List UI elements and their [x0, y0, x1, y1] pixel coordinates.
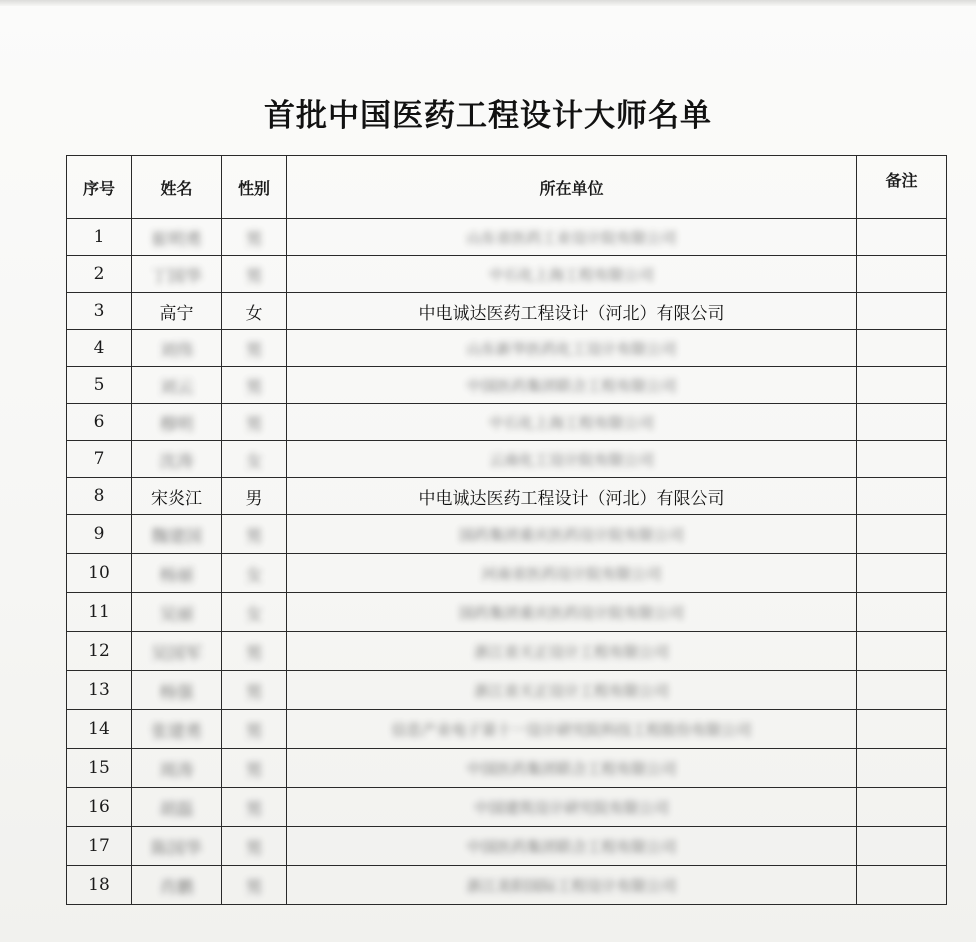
table-row: [67, 788, 947, 827]
header-unit: 所在单位: [287, 156, 857, 219]
row-number-cell: 10: [67, 554, 132, 593]
row-number-cell: 4: [67, 330, 132, 367]
table-row: [67, 293, 947, 330]
row-remarks-cell: [857, 554, 947, 593]
table-row: [67, 478, 947, 515]
row-name-cell: 吴丽: [132, 593, 222, 632]
row-unit-cell: 中国建筑设计研究院有限公司: [287, 788, 857, 827]
row-gender-cell: 女: [222, 293, 287, 330]
row-number-cell: 3: [67, 293, 132, 330]
row-name-cell: 刘云: [132, 367, 222, 404]
table-row: [67, 515, 947, 554]
row-remarks-cell: [857, 256, 947, 293]
table-row: [67, 367, 947, 404]
row-remarks-cell: [857, 671, 947, 710]
row-unit-cell: 浙江省天正设计工程有限公司: [287, 632, 857, 671]
row-name-cell: 杨丽: [132, 554, 222, 593]
row-unit-cell: 中国医药集团联合工程有限公司: [287, 827, 857, 866]
row-remarks-cell: [857, 478, 947, 515]
roster-table: [66, 155, 947, 905]
row-remarks-cell: [857, 515, 947, 554]
table-row: [67, 866, 947, 905]
table-row: [67, 632, 947, 671]
row-number-cell: 9: [67, 515, 132, 554]
row-name-cell: 魏建国: [132, 515, 222, 554]
row-unit-cell: 中国医药集团联合工程有限公司: [287, 367, 857, 404]
row-unit-cell: 浙江省天正设计工程有限公司: [287, 671, 857, 710]
row-gender-cell: 女: [222, 441, 287, 478]
row-remarks-cell: [857, 404, 947, 441]
row-name-cell: 周涛: [132, 749, 222, 788]
table-body: [67, 219, 947, 905]
table-row: [67, 554, 947, 593]
table-row: [67, 671, 947, 710]
row-unit-cell: 中电诚达医药工程设计（河北）有限公司: [287, 478, 857, 515]
row-name-cell: 沈涛: [132, 441, 222, 478]
row-name-cell: 张建勇: [132, 710, 222, 749]
header-name: 姓名: [132, 156, 222, 219]
row-unit-cell: 河南省医药设计院有限公司: [287, 554, 857, 593]
row-remarks-cell: [857, 367, 947, 404]
row-gender-cell: 男: [222, 367, 287, 404]
row-gender-cell: 男: [222, 330, 287, 367]
row-unit-cell: 中国医药集团联合工程有限公司: [287, 749, 857, 788]
row-number-cell: 7: [67, 441, 132, 478]
row-remarks-cell: [857, 788, 947, 827]
row-gender-cell: 男: [222, 219, 287, 256]
row-remarks-cell: [857, 293, 947, 330]
header-gender: 性别: [222, 156, 287, 219]
row-number-cell: 12: [67, 632, 132, 671]
row-number-cell: 16: [67, 788, 132, 827]
table-row: [67, 256, 947, 293]
row-name-cell: 杨强: [132, 671, 222, 710]
row-gender-cell: 男: [222, 404, 287, 441]
row-name-cell: 刘伟: [132, 330, 222, 367]
row-unit-cell: 中石化上海工程有限公司: [287, 256, 857, 293]
page-title: 首批中国医药工程设计大师名单: [264, 98, 712, 134]
row-number-cell: 2: [67, 256, 132, 293]
row-number-cell: 13: [67, 671, 132, 710]
row-gender-cell: 女: [222, 593, 287, 632]
row-gender-cell: 男: [222, 632, 287, 671]
row-unit-cell: 山东省医药工业设计院有限公司: [287, 219, 857, 256]
row-remarks-cell: [857, 710, 947, 749]
row-unit-cell: 国药集团重庆医药设计院有限公司: [287, 593, 857, 632]
header-no: 序号: [67, 156, 132, 219]
row-number-cell: 11: [67, 593, 132, 632]
row-gender-cell: 男: [222, 827, 287, 866]
scan-edge: [0, 0, 976, 6]
row-remarks-cell: [857, 749, 947, 788]
table-row: [67, 749, 947, 788]
row-unit-cell: 山东新华医药化工设计有限公司: [287, 330, 857, 367]
row-unit-cell: 国药集团重庆医药设计院有限公司: [287, 515, 857, 554]
row-gender-cell: 男: [222, 788, 287, 827]
header-remarks: 备注: [857, 156, 947, 219]
row-gender-cell: 男: [222, 256, 287, 293]
row-remarks-cell: [857, 827, 947, 866]
row-gender-cell: 男: [222, 710, 287, 749]
row-gender-cell: 男: [222, 749, 287, 788]
row-name-cell: 崔明勇: [132, 219, 222, 256]
row-gender-cell: 男: [222, 515, 287, 554]
row-gender-cell: 男: [222, 478, 287, 515]
row-number-cell: 1: [67, 219, 132, 256]
row-name-cell: 胡磊: [132, 788, 222, 827]
table-row: [67, 827, 947, 866]
row-name-cell: 陈国华: [132, 827, 222, 866]
row-unit-cell: 中电诚达医药工程设计（河北）有限公司: [287, 293, 857, 330]
table-row: [67, 710, 947, 749]
row-number-cell: 18: [67, 866, 132, 905]
row-number-cell: 15: [67, 749, 132, 788]
row-unit-cell: 信息产业电子第十一设计研究院科技工程股份有限公司: [287, 710, 857, 749]
row-name-cell: 穆明: [132, 404, 222, 441]
row-remarks-cell: [857, 632, 947, 671]
row-number-cell: 17: [67, 827, 132, 866]
table-row: [67, 404, 947, 441]
row-number-cell: 14: [67, 710, 132, 749]
row-unit-cell: 中石化上海工程有限公司: [287, 404, 857, 441]
table-row: [67, 330, 947, 367]
row-name-cell: 高宁: [132, 293, 222, 330]
row-remarks-cell: [857, 219, 947, 256]
row-number-cell: 8: [67, 478, 132, 515]
table-row: [67, 219, 947, 256]
row-remarks-cell: [857, 330, 947, 367]
row-number-cell: 5: [67, 367, 132, 404]
row-remarks-cell: [857, 593, 947, 632]
row-remarks-cell: [857, 441, 947, 478]
row-number-cell: 6: [67, 404, 132, 441]
row-name-cell: 宋炎江: [132, 478, 222, 515]
row-gender-cell: 男: [222, 671, 287, 710]
row-unit-cell: 浙江美阳国际工程设计有限公司: [287, 866, 857, 905]
row-name-cell: 肖鹏: [132, 866, 222, 905]
table-row: [67, 593, 947, 632]
row-gender-cell: 男: [222, 866, 287, 905]
table-header-row: [67, 156, 947, 219]
row-remarks-cell: [857, 866, 947, 905]
row-name-cell: 吴国军: [132, 632, 222, 671]
row-name-cell: 丁国华: [132, 256, 222, 293]
row-unit-cell: 云南化工设计院有限公司: [287, 441, 857, 478]
row-gender-cell: 女: [222, 554, 287, 593]
table-row: [67, 441, 947, 478]
